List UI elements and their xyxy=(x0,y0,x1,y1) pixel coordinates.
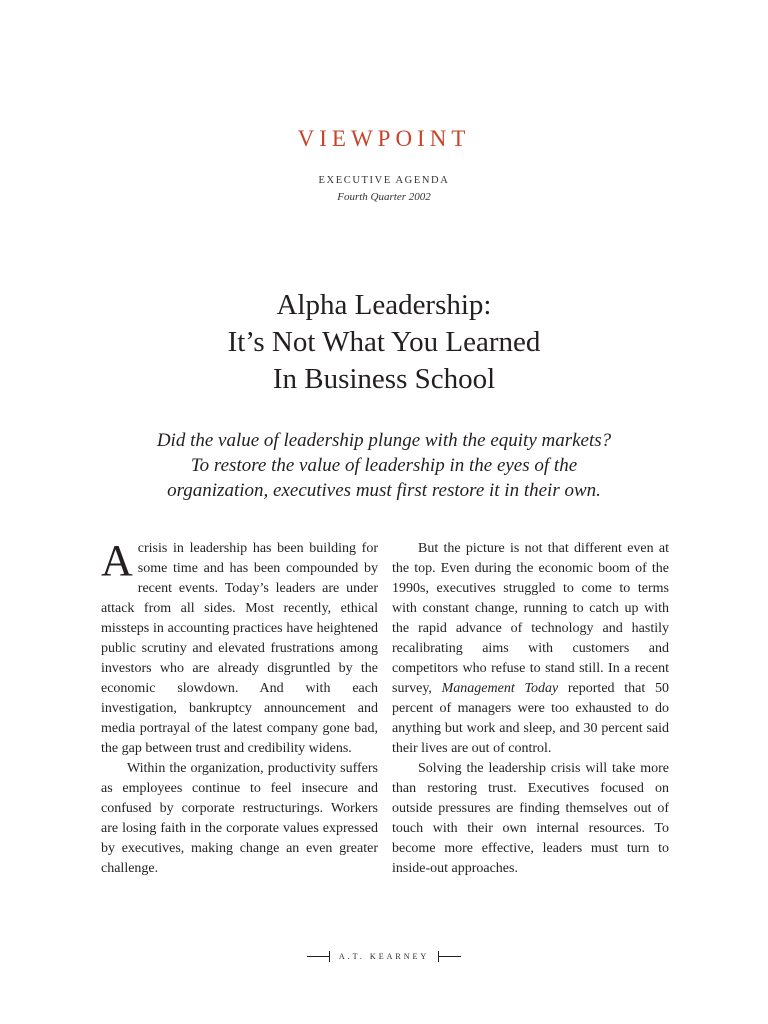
paragraph xyxy=(392,539,669,759)
body-column-right xyxy=(392,539,669,879)
section-kicker: VIEWPOINT xyxy=(297,126,471,151)
title-line: In Business School xyxy=(272,363,496,395)
issue-date: Fourth Quarter 2002 xyxy=(337,191,431,203)
rule-line xyxy=(439,956,461,957)
title-line: Alpha Leadership: xyxy=(276,289,492,321)
rule-line xyxy=(307,956,329,957)
paragraph: Within the organization, productivity suffers as employees continue to feel insecure and confused by corporate restructurings. Workers are losing faith in the corporate values expressed by executives, making change an even greater challenge. xyxy=(101,761,378,876)
paragraph: Solving the leadership crisis will take more than restoring trust. Executives focused on outside pressures are finding themselves out of touch with their own internal resources. To become more effective, leaders must turn to inside-out approaches. xyxy=(392,761,669,876)
deck-line: To restore the value of leadership in the eyes of the xyxy=(190,455,578,476)
deck-line: Did the value of leadership plunge with the equity markets? xyxy=(156,430,612,451)
publication-name: EXECUTIVE AGENDA xyxy=(318,175,450,186)
page-footer xyxy=(0,951,768,962)
deck-line: organization, executives must first restore it in their own. xyxy=(167,480,601,501)
footer-brand: A.T. KEARNEY xyxy=(338,952,430,961)
body-column-left xyxy=(101,536,378,879)
footer-rule-right xyxy=(438,951,461,962)
article-deck xyxy=(100,428,668,503)
footer-rule-left xyxy=(307,951,330,962)
paragraph-text: But the picture is not that different even at the top. Even during the economic boom of the 1990s, executives struggled to come to terms with constant change, running to catch up with the rapid advance of technology and hastily recalibrating aims with customers and competitors who refuse to stand still. In a recent survey, xyxy=(392,541,669,696)
paragraph-text: reported that 50 percent of managers were too exhausted to do anything but work and sleep, and 30 percent said their lives are out of control. xyxy=(392,681,669,756)
drop-cap: A xyxy=(101,536,133,585)
rule-tick xyxy=(329,951,330,962)
paragraph xyxy=(101,536,378,759)
publication-reference: Management Today xyxy=(441,681,559,696)
paragraph-text: crisis in leadership has been building for some time and has been compounded by recent events. Today’s leaders are under attack from all sides. Most recently, ethical missteps in accounting practices have heightened public scrutiny and elevated frustrations among investors who are already disgruntled by the economic slowdown. And with each investigation, bankruptcy announcement and media portrayal of the latest company gone bad, the gap between trust and credibility widens. xyxy=(101,541,378,756)
title-line: It’s Not What You Learned xyxy=(227,326,541,358)
article-title xyxy=(0,287,768,398)
